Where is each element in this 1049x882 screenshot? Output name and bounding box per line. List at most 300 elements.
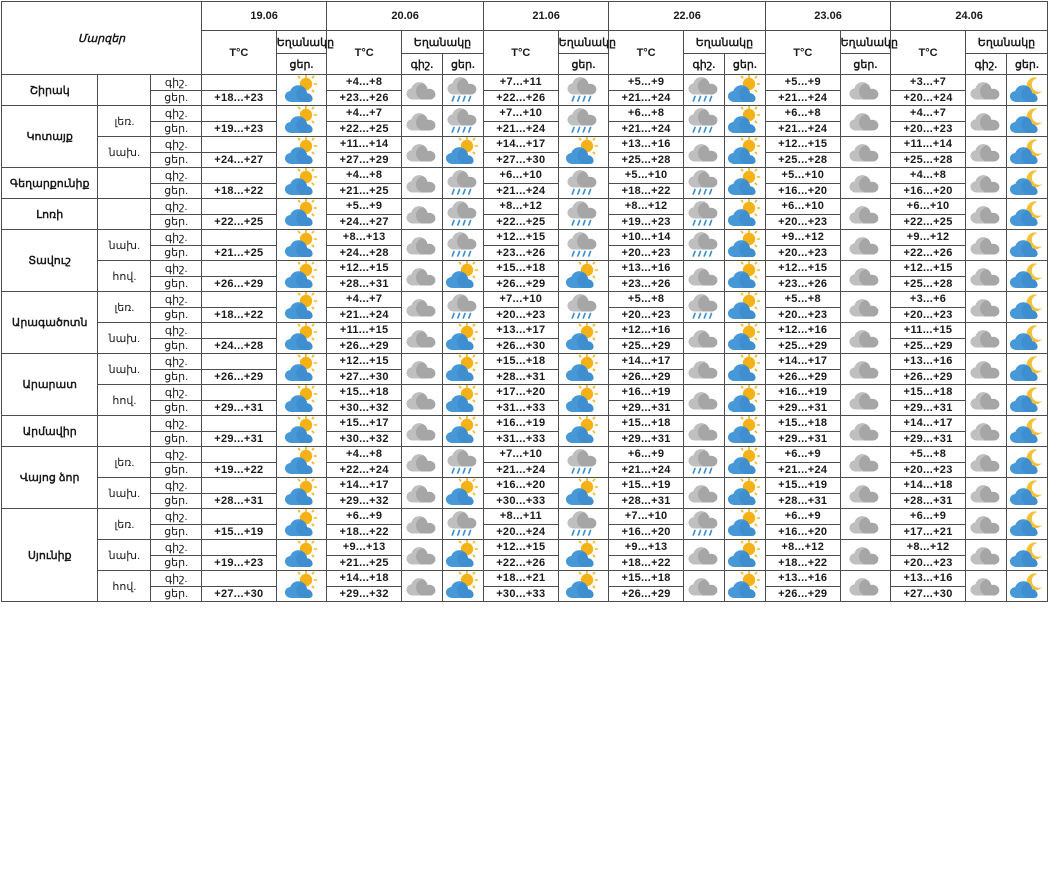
sun-cloud-icon (724, 447, 765, 478)
date-header: 21.06 (483, 2, 608, 31)
cloud-rain-icon (558, 509, 609, 540)
moon-cloud-icon (1006, 261, 1047, 292)
temperature-cell (202, 509, 277, 525)
temperature-cell: +18...+22 (765, 555, 840, 571)
region-name: Արագածոտն (2, 292, 98, 354)
temperature-cell: +6...+8 (765, 106, 840, 122)
table-row (2, 586, 1048, 602)
date-header: 23.06 (765, 2, 890, 31)
temperature-cell: +21...+24 (609, 90, 684, 106)
temperature-cell: +12...+15 (891, 261, 966, 277)
temperature-cell: +21...+24 (609, 462, 684, 478)
temperature-cell: +8...+12 (609, 199, 684, 215)
date-header: 22.06 (609, 2, 766, 31)
temperature-cell (202, 106, 277, 122)
table-row (2, 137, 1048, 153)
moon-cloud-icon (1006, 509, 1047, 540)
date-header: 19.06 (202, 2, 327, 31)
table-row (2, 152, 1048, 168)
period-label: ցեր. (151, 586, 202, 602)
cloud-rain-icon (442, 168, 483, 199)
cloud-rain-icon (683, 106, 724, 137)
temperature-cell: +18...+23 (202, 90, 277, 106)
region-name: Գեղարքունիք (2, 168, 98, 199)
period-label: ցեր. (151, 493, 202, 509)
cloud-icon (402, 323, 443, 354)
cloud-rain-icon (442, 230, 483, 261)
temperature-cell: +21...+25 (202, 245, 277, 261)
cloud-rain-icon (558, 199, 609, 230)
temperature-cell: +25...+28 (765, 152, 840, 168)
temp-col-header: T°C (765, 31, 840, 75)
cloud-rain-icon (558, 106, 609, 137)
sun-cloud-icon (276, 354, 327, 385)
period-label: ցեր. (151, 555, 202, 571)
cloud-rain-icon (683, 230, 724, 261)
temperature-cell: +20...+23 (483, 307, 558, 323)
weather-col-header: Եղանակը (402, 31, 484, 54)
temperature-cell: +20...+23 (891, 307, 966, 323)
temp-col-header: T°C (483, 31, 558, 75)
cloud-icon (683, 416, 724, 447)
cloud-icon (402, 478, 443, 509)
temperature-cell: +5...+8 (609, 292, 684, 308)
temperature-cell: +26...+29 (609, 586, 684, 602)
temperature-cell: +26...+29 (765, 586, 840, 602)
zone-label (98, 199, 151, 230)
cloud-icon (840, 261, 891, 292)
cloud-icon (402, 230, 443, 261)
zone-label (98, 75, 151, 106)
period-label: ցեր. (151, 276, 202, 292)
temperature-cell: +12...+15 (483, 540, 558, 556)
cloud-icon (840, 478, 891, 509)
cloud-icon (840, 323, 891, 354)
temperature-cell: +21...+25 (327, 183, 402, 199)
period-label: ցեր. (151, 524, 202, 540)
cloud-rain-icon (558, 230, 609, 261)
temperature-cell: +28...+31 (483, 369, 558, 385)
temperature-cell: +3...+6 (891, 292, 966, 308)
temperature-cell: +22...+25 (891, 214, 966, 230)
sun-cloud-icon (442, 385, 483, 416)
temperature-cell: +26...+29 (609, 369, 684, 385)
temperature-cell (202, 261, 277, 277)
cloud-rain-icon (683, 199, 724, 230)
sun-cloud-icon (442, 540, 483, 571)
temperature-cell: +25...+29 (609, 338, 684, 354)
sun-cloud-icon (276, 168, 327, 199)
temperature-cell: +14...+17 (891, 416, 966, 432)
table-row (2, 307, 1048, 323)
temperature-cell: +15...+18 (327, 385, 402, 401)
temperature-cell: +11...+14 (891, 137, 966, 153)
temperature-cell: +5...+8 (891, 447, 966, 463)
table-row (2, 214, 1048, 230)
cloud-icon (965, 323, 1006, 354)
weather-night-subheader: գիշ. (683, 54, 724, 75)
temperature-cell (202, 447, 277, 463)
sun-cloud-icon (724, 478, 765, 509)
period-label: գիշ. (151, 168, 202, 184)
sun-cloud-icon (724, 292, 765, 323)
cloud-icon (965, 447, 1006, 478)
sun-cloud-icon (276, 137, 327, 168)
temperature-cell: +17...+20 (483, 385, 558, 401)
temperature-cell: +9...+12 (891, 230, 966, 246)
sun-cloud-icon (558, 416, 609, 447)
sun-cloud-icon (276, 261, 327, 292)
temperature-cell: +14...+18 (891, 478, 966, 494)
moon-cloud-icon (1006, 354, 1047, 385)
temperature-cell: +15...+19 (202, 524, 277, 540)
sun-cloud-icon (724, 385, 765, 416)
temperature-cell: +29...+31 (891, 400, 966, 416)
moon-cloud-icon (1006, 137, 1047, 168)
temperature-cell: +14...+18 (327, 571, 402, 587)
cloud-icon (402, 447, 443, 478)
region-name: Լոռի (2, 199, 98, 230)
cloud-icon (683, 323, 724, 354)
temperature-cell: +20...+23 (891, 555, 966, 571)
temperature-cell: +18...+22 (202, 307, 277, 323)
date-header: 20.06 (327, 2, 484, 31)
temperature-cell: +4...+8 (327, 447, 402, 463)
sun-cloud-icon (724, 75, 765, 106)
table-row (2, 75, 1048, 91)
zone-label: լեռ. (98, 292, 151, 323)
cloud-icon (402, 106, 443, 137)
temperature-cell: +6...+9 (891, 509, 966, 525)
date-header: 24.06 (891, 2, 1048, 31)
period-label: ցեր. (151, 121, 202, 137)
temperature-cell: +29...+31 (765, 400, 840, 416)
zone-label (98, 416, 151, 447)
zone-label: նախ. (98, 478, 151, 509)
weather-col-header: Եղանակը (558, 31, 609, 54)
temperature-cell: +21...+24 (765, 90, 840, 106)
temperature-cell: +28...+31 (327, 276, 402, 292)
cloud-icon (402, 261, 443, 292)
temperature-cell: +26...+29 (327, 338, 402, 354)
temperature-cell: +12...+15 (765, 137, 840, 153)
temperature-cell: +12...+16 (609, 323, 684, 339)
temperature-cell (202, 168, 277, 184)
sun-cloud-icon (724, 106, 765, 137)
zone-label: հով. (98, 385, 151, 416)
sun-cloud-icon (276, 199, 327, 230)
temperature-cell: +16...+20 (891, 183, 966, 199)
table-row (2, 493, 1048, 509)
period-label: գիշ. (151, 478, 202, 494)
cloud-icon (683, 478, 724, 509)
temperature-cell: +16...+20 (765, 183, 840, 199)
cloud-icon (840, 168, 891, 199)
temperature-cell: +28...+31 (202, 493, 277, 509)
temperature-cell: +21...+24 (327, 307, 402, 323)
sun-cloud-icon (276, 416, 327, 447)
cloud-rain-icon (558, 168, 609, 199)
table-row (2, 555, 1048, 571)
sun-cloud-icon (724, 137, 765, 168)
temperature-cell: +26...+29 (202, 276, 277, 292)
temperature-cell (202, 385, 277, 401)
cloud-icon (840, 385, 891, 416)
temperature-cell: +11...+14 (327, 137, 402, 153)
temperature-cell: +14...+17 (609, 354, 684, 370)
temperature-cell: +6...+9 (765, 509, 840, 525)
temp-col-header: T°C (609, 31, 684, 75)
table-row (2, 385, 1048, 401)
table-row (2, 199, 1048, 215)
temperature-cell: +15...+18 (891, 385, 966, 401)
temperature-cell: +27...+30 (483, 152, 558, 168)
cloud-icon (965, 571, 1006, 602)
period-label: գիշ. (151, 571, 202, 587)
cloud-icon (402, 385, 443, 416)
temperature-cell (202, 540, 277, 556)
temperature-cell: +29...+31 (202, 431, 277, 447)
temperature-cell: +30...+33 (483, 493, 558, 509)
cloud-icon (402, 509, 443, 540)
moon-cloud-icon (1006, 540, 1047, 571)
period-label: ցեր. (151, 338, 202, 354)
cloud-rain-icon (683, 75, 724, 106)
temperature-cell: +28...+31 (765, 493, 840, 509)
temperature-cell: +14...+17 (765, 354, 840, 370)
sun-cloud-icon (724, 168, 765, 199)
weather-day-subheader: ցեր. (558, 54, 609, 75)
temperature-cell: +20...+23 (765, 245, 840, 261)
temperature-cell: +20...+23 (765, 214, 840, 230)
temperature-cell: +28...+31 (891, 493, 966, 509)
temperature-cell: +6...+9 (609, 447, 684, 463)
temp-col-header: T°C (891, 31, 966, 75)
temperature-cell: +22...+25 (327, 121, 402, 137)
period-label: գիշ. (151, 540, 202, 556)
temperature-cell: +5...+10 (609, 168, 684, 184)
cloud-rain-icon (683, 292, 724, 323)
sun-cloud-icon (558, 137, 609, 168)
sun-cloud-icon (558, 261, 609, 292)
zone-label: նախ. (98, 354, 151, 385)
sun-cloud-icon (558, 385, 609, 416)
period-label: գիշ. (151, 292, 202, 308)
sun-cloud-icon (724, 571, 765, 602)
temperature-cell: +22...+25 (202, 214, 277, 230)
temperature-cell: +16...+19 (765, 385, 840, 401)
temperature-cell: +23...+26 (483, 245, 558, 261)
temperature-cell: +22...+25 (483, 214, 558, 230)
cloud-icon (840, 416, 891, 447)
region-name: Արմավիր (2, 416, 98, 447)
temperature-cell: +16...+20 (483, 478, 558, 494)
temperature-cell: +19...+23 (202, 555, 277, 571)
temperature-cell: +6...+8 (609, 106, 684, 122)
period-label: գիշ. (151, 106, 202, 122)
temperature-cell: +25...+29 (891, 338, 966, 354)
sun-cloud-icon (276, 571, 327, 602)
temperature-cell: +25...+28 (609, 152, 684, 168)
temperature-cell: +9...+13 (609, 540, 684, 556)
temperature-cell (202, 354, 277, 370)
temperature-cell: +12...+15 (483, 230, 558, 246)
sun-cloud-icon (442, 478, 483, 509)
temperature-cell: +4...+8 (327, 75, 402, 91)
period-label: գիշ. (151, 199, 202, 215)
temperature-cell: +31...+33 (483, 431, 558, 447)
moon-cloud-icon (1006, 323, 1047, 354)
cloud-rain-icon (442, 199, 483, 230)
temperature-cell: +10...+14 (609, 230, 684, 246)
temperature-cell: +20...+23 (609, 307, 684, 323)
table-row (2, 540, 1048, 556)
temperature-cell: +21...+24 (483, 121, 558, 137)
sun-cloud-icon (276, 447, 327, 478)
temperature-cell: +8...+11 (483, 509, 558, 525)
cloud-icon (683, 137, 724, 168)
temperature-cell: +31...+33 (483, 400, 558, 416)
period-label: ցեր. (151, 183, 202, 199)
table-row (2, 509, 1048, 525)
temperature-cell: +24...+28 (202, 338, 277, 354)
table-row (2, 354, 1048, 370)
cloud-icon (840, 230, 891, 261)
temperature-cell: +18...+22 (609, 183, 684, 199)
temperature-cell: +6...+10 (483, 168, 558, 184)
sun-cloud-icon (276, 75, 327, 106)
temperature-cell: +17...+21 (891, 524, 966, 540)
sun-cloud-icon (724, 261, 765, 292)
weather-day-subheader: ցեր. (840, 54, 891, 75)
zone-label: հով. (98, 571, 151, 602)
temperature-cell: +30...+32 (327, 400, 402, 416)
temperature-cell: +26...+29 (202, 369, 277, 385)
table-row (2, 462, 1048, 478)
cloud-icon (840, 292, 891, 323)
weather-night-subheader: գիշ. (402, 54, 443, 75)
sun-cloud-icon (442, 137, 483, 168)
table-row (2, 168, 1048, 184)
temperature-cell: +20...+23 (891, 462, 966, 478)
temperature-cell: +19...+22 (202, 462, 277, 478)
sun-cloud-icon (724, 230, 765, 261)
weather-day-subheader: ցեր. (1006, 54, 1047, 75)
temperature-cell: +4...+8 (891, 168, 966, 184)
cloud-rain-icon (442, 75, 483, 106)
sun-cloud-icon (724, 354, 765, 385)
cloud-icon (965, 75, 1006, 106)
cloud-icon (965, 168, 1006, 199)
cloud-icon (965, 230, 1006, 261)
temperature-cell: +16...+20 (765, 524, 840, 540)
table-row (2, 276, 1048, 292)
table-row (2, 431, 1048, 447)
region-name: Տավուշ (2, 230, 98, 292)
cloud-rain-icon (442, 509, 483, 540)
temperature-cell: +26...+29 (483, 276, 558, 292)
period-label: ցեր. (151, 90, 202, 106)
temperature-cell: +29...+32 (327, 493, 402, 509)
temperature-cell: +20...+24 (483, 524, 558, 540)
weather-day-subheader: ցեր. (724, 54, 765, 75)
temperature-cell: +20...+23 (609, 245, 684, 261)
temperature-cell: +4...+7 (891, 106, 966, 122)
sun-cloud-icon (276, 323, 327, 354)
period-label: ցեր. (151, 400, 202, 416)
moon-cloud-icon (1006, 75, 1047, 106)
temperature-cell: +22...+24 (327, 462, 402, 478)
cloud-icon (683, 261, 724, 292)
temperature-cell (202, 75, 277, 91)
period-label: ցեր. (151, 245, 202, 261)
table-row (2, 400, 1048, 416)
temperature-cell: +12...+15 (765, 261, 840, 277)
moon-cloud-icon (1006, 230, 1047, 261)
temperature-cell: +6...+10 (765, 199, 840, 215)
temperature-cell: +18...+22 (609, 555, 684, 571)
temperature-cell: +15...+18 (765, 416, 840, 432)
temperature-cell: +9...+13 (327, 540, 402, 556)
period-label: գիշ. (151, 261, 202, 277)
temperature-cell: +15...+19 (765, 478, 840, 494)
period-label: գիշ. (151, 137, 202, 153)
temperature-cell: +21...+24 (483, 462, 558, 478)
temperature-cell: +19...+23 (202, 121, 277, 137)
temperature-cell (202, 478, 277, 494)
temperature-cell: +25...+28 (891, 152, 966, 168)
temperature-cell: +7...+10 (483, 106, 558, 122)
temperature-cell (202, 230, 277, 246)
temperature-cell: +12...+15 (327, 354, 402, 370)
temperature-cell: +27...+29 (327, 152, 402, 168)
cloud-icon (965, 385, 1006, 416)
sun-cloud-icon (558, 323, 609, 354)
weather-col-header: Եղանակը (840, 31, 891, 54)
table-row (2, 106, 1048, 122)
sun-cloud-icon (276, 385, 327, 416)
temperature-cell: +20...+23 (891, 121, 966, 137)
period-label: գիշ. (151, 230, 202, 246)
temperature-cell: +7...+10 (609, 509, 684, 525)
temperature-cell: +15...+18 (483, 354, 558, 370)
temperature-cell: +13...+17 (483, 323, 558, 339)
sun-cloud-icon (442, 571, 483, 602)
temperature-cell: +3...+7 (891, 75, 966, 91)
temperature-cell: +6...+9 (327, 509, 402, 525)
cloud-icon (965, 199, 1006, 230)
temperature-cell: +5...+9 (327, 199, 402, 215)
temperature-cell: +29...+31 (202, 400, 277, 416)
sun-cloud-icon (558, 540, 609, 571)
zone-label: նախ. (98, 137, 151, 168)
cloud-icon (683, 354, 724, 385)
table-row (2, 121, 1048, 137)
cloud-rain-icon (442, 292, 483, 323)
temperature-cell: +27...+30 (202, 586, 277, 602)
cloud-icon (840, 540, 891, 571)
temperature-cell: +24...+27 (202, 152, 277, 168)
weather-col-header: Եղանակը (276, 31, 327, 54)
temperature-cell: +16...+19 (483, 416, 558, 432)
temperature-cell: +5...+9 (609, 75, 684, 91)
sun-cloud-icon (276, 106, 327, 137)
sun-cloud-icon (276, 292, 327, 323)
cloud-rain-icon (683, 509, 724, 540)
period-label: գիշ. (151, 447, 202, 463)
table-row (2, 183, 1048, 199)
cloud-icon (840, 509, 891, 540)
